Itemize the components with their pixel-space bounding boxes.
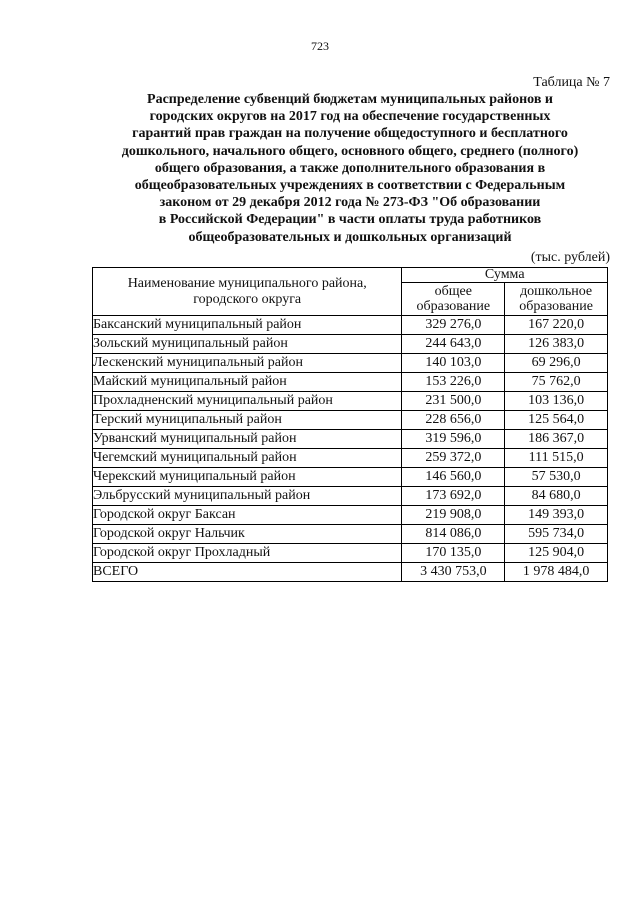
row-name: Баксанский муниципальный район bbox=[93, 316, 402, 335]
total-general: 3 430 753,0 bbox=[402, 563, 505, 582]
title-line: общеобразовательных учреждениях в соответствии с Федеральным bbox=[134, 178, 566, 194]
row-general: 170 135,0 bbox=[402, 544, 505, 563]
row-preschool: 186 367,0 bbox=[505, 430, 608, 449]
table-number: Таблица № 7 bbox=[533, 75, 610, 90]
title-line: общеобразовательных и дошкольных организаций bbox=[188, 229, 512, 245]
row-preschool: 69 296,0 bbox=[505, 354, 608, 373]
table-row bbox=[93, 506, 608, 525]
table-row bbox=[93, 354, 608, 373]
row-general: 173 692,0 bbox=[402, 487, 505, 506]
row-name: Зольский муниципальный район bbox=[93, 335, 402, 354]
row-name: Городской округ Нальчик bbox=[93, 525, 402, 544]
table-row bbox=[93, 373, 608, 392]
header-name-line: Наименование муниципального района, bbox=[127, 275, 367, 291]
table-row bbox=[93, 449, 608, 468]
table-header bbox=[93, 268, 608, 316]
row-general: 153 226,0 bbox=[402, 373, 505, 392]
table-row bbox=[93, 316, 608, 335]
row-general: 140 103,0 bbox=[402, 354, 505, 373]
row-name: Черекский муниципальный район bbox=[93, 468, 402, 487]
row-preschool: 126 383,0 bbox=[505, 335, 608, 354]
row-general: 319 596,0 bbox=[402, 430, 505, 449]
header-name-line: городского округа bbox=[193, 291, 302, 307]
row-general: 329 276,0 bbox=[402, 316, 505, 335]
row-name: Городской округ Баксан bbox=[93, 506, 402, 525]
row-preschool: 125 904,0 bbox=[505, 544, 608, 563]
row-general: 814 086,0 bbox=[402, 525, 505, 544]
row-general: 219 908,0 bbox=[402, 506, 505, 525]
header-general-line: образование bbox=[416, 299, 491, 314]
row-general: 228 656,0 bbox=[402, 411, 505, 430]
header-name bbox=[93, 268, 402, 316]
row-general: 259 372,0 bbox=[402, 449, 505, 468]
table-title bbox=[70, 91, 630, 246]
row-general: 231 500,0 bbox=[402, 392, 505, 411]
header-general-line: общее bbox=[434, 284, 472, 299]
header-preschool-line: дошкольное bbox=[520, 284, 593, 299]
header-preschool bbox=[505, 283, 608, 316]
row-preschool: 103 136,0 bbox=[505, 392, 608, 411]
header-sum: Сумма bbox=[402, 268, 608, 283]
title-line: Распределение субвенций бюджетам муниципальных районов и bbox=[147, 92, 553, 107]
row-preschool: 167 220,0 bbox=[505, 316, 608, 335]
table-row bbox=[93, 335, 608, 354]
total-row bbox=[93, 563, 608, 582]
row-name: Прохладненский муниципальный район bbox=[93, 392, 402, 411]
row-general: 244 643,0 bbox=[402, 335, 505, 354]
row-name: Чегемский муниципальный район bbox=[93, 449, 402, 468]
row-preschool: 111 515,0 bbox=[505, 449, 608, 468]
units-label: (тыс. рублей) bbox=[530, 250, 610, 265]
header-preschool-line: образование bbox=[519, 299, 593, 314]
row-name: Городской округ Прохладный bbox=[93, 544, 402, 563]
total-label: ВСЕГО bbox=[93, 563, 402, 582]
page-number: 723 bbox=[311, 39, 329, 53]
table-row bbox=[93, 430, 608, 449]
total-preschool: 1 978 484,0 bbox=[505, 563, 608, 582]
title-line: гарантий прав граждан на получение общедоступного и бесплатного bbox=[132, 126, 568, 142]
table-row bbox=[93, 487, 608, 506]
row-name: Урванский муниципальный район bbox=[93, 430, 402, 449]
budget-table bbox=[92, 267, 608, 582]
row-preschool: 84 680,0 bbox=[505, 487, 608, 506]
title-line: городских округов на 2017 год на обеспечение государственных bbox=[149, 109, 551, 125]
row-preschool: 125 564,0 bbox=[505, 411, 608, 430]
title-line: в Российской Федерации" в части оплаты труда работников bbox=[158, 212, 542, 228]
row-preschool: 75 762,0 bbox=[505, 373, 608, 392]
table-row bbox=[93, 392, 608, 411]
row-preschool: 149 393,0 bbox=[505, 506, 608, 525]
table-row bbox=[93, 468, 608, 487]
title-line: дошкольного, начального общего, основного общего, среднего (полного) bbox=[121, 143, 579, 159]
row-preschool: 595 734,0 bbox=[505, 525, 608, 544]
row-preschool: 57 530,0 bbox=[505, 468, 608, 487]
header-row bbox=[93, 268, 608, 283]
row-name: Эльбрусский муниципальный район bbox=[93, 487, 402, 506]
row-general: 146 560,0 bbox=[402, 468, 505, 487]
table-row bbox=[93, 544, 608, 563]
table-body bbox=[93, 316, 608, 582]
title-line: общего образования, а также дополнительного образования в bbox=[154, 160, 546, 176]
title-line: законом от 29 декабря 2012 года № 273-ФЗ "Об образовании bbox=[159, 195, 541, 211]
row-name: Лескенский муниципальный район bbox=[93, 354, 402, 373]
row-name: Майский муниципальный район bbox=[93, 373, 402, 392]
table-row bbox=[93, 525, 608, 544]
table-row bbox=[93, 411, 608, 430]
header-general bbox=[402, 283, 505, 316]
row-name: Терский муниципальный район bbox=[93, 411, 402, 430]
